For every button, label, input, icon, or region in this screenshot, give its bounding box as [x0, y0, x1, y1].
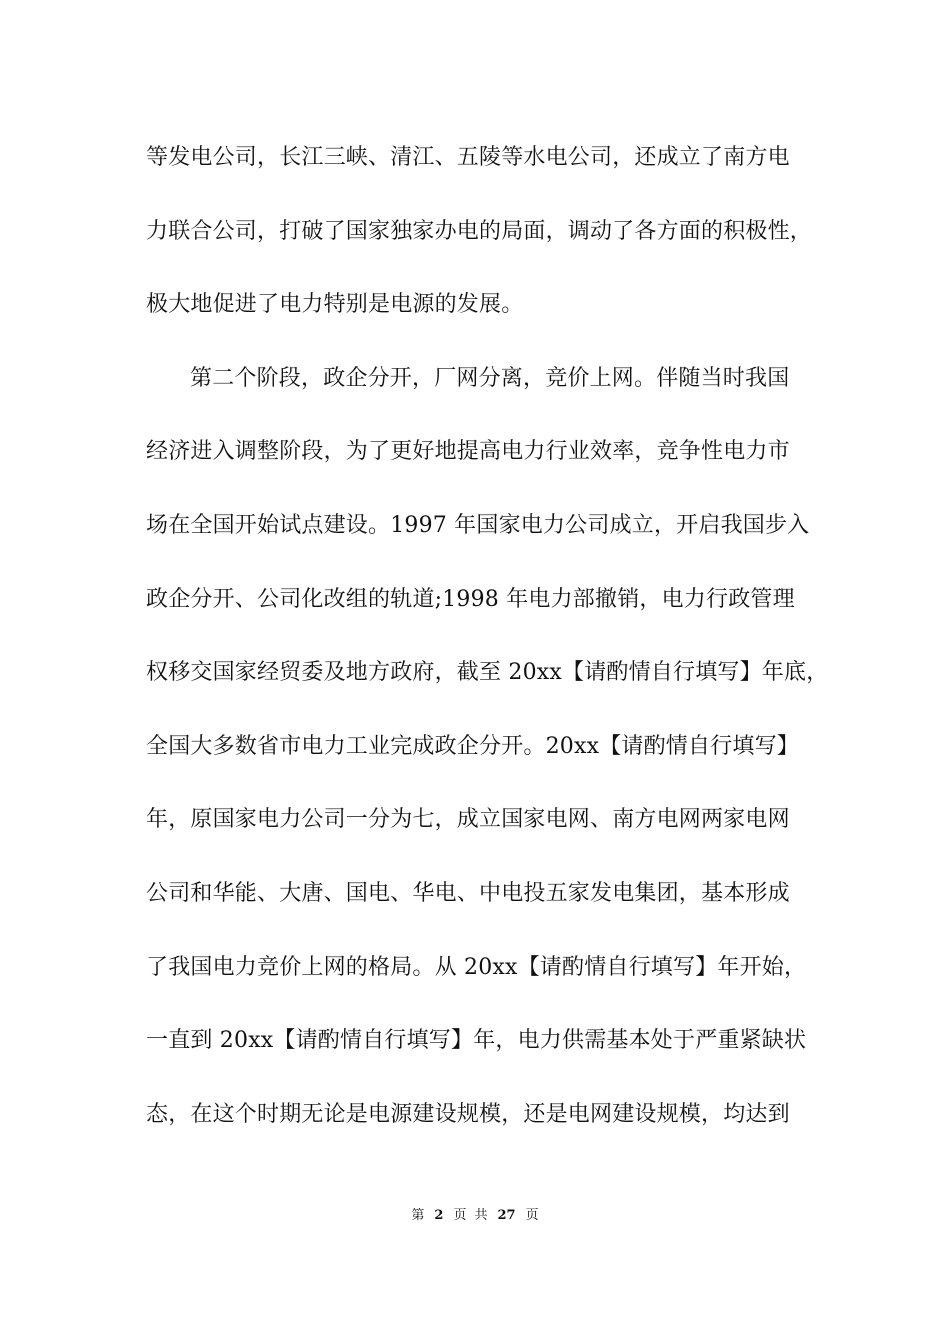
text-line: 全国大多数省市电力工业完成政企分开。20xx【请酌情自行填写】: [146, 733, 800, 759]
text-line: 力联合公司，打破了国家独家办电的局面，调动了各方面的积极性，: [146, 218, 813, 244]
footer-page-word: 页: [453, 1208, 467, 1223]
total-pages-number: 27: [497, 1208, 516, 1223]
footer-total-word: 共: [474, 1208, 488, 1223]
page-footer: [0, 1206, 950, 1226]
text-line: 权移交国家经贸委及地方政府，截至 20xx【请酌情自行填写】年底，: [146, 660, 829, 686]
footer-suffix: 页: [525, 1208, 539, 1223]
footer-prefix: 第: [411, 1208, 425, 1223]
text-line: 场在全国开始试点建设。1997 年国家电力公司成立，开启我国步入: [146, 512, 810, 538]
paragraph-first-line: 第二个阶段，政企分开，厂网分离，竞价上网。伴随当时我国: [190, 365, 790, 391]
text-line: 一直到 20xx【请酌情自行填写】年，电力供需基本处于严重紧缺状: [146, 1028, 807, 1054]
text-line: 年，原国家电力公司一分为七，成立国家电网、南方电网两家电网: [146, 807, 790, 833]
text-line: 态，在这个时期无论是电源建设规模，还是电网建设规模，均达到: [146, 1101, 790, 1127]
text-line: 了我国电力竞价上网的格局。从 20xx【请酌情自行填写】年开始，: [146, 954, 807, 980]
body-text: [146, 138, 829, 1168]
current-page-number: 2: [434, 1208, 444, 1223]
text-line: 等发电公司，长江三峡、清江、五陵等水电公司，还成立了南方电: [146, 145, 790, 170]
text-line: 政企分开、公司化改组的轨道;1998 年电力部撤销，电力行政管理: [146, 586, 795, 612]
text-line: 公司和华能、大唐、国电、华电、中电投五家发电集团，基本形成: [146, 880, 790, 906]
text-line: 极大地促进了电力特别是电源的发展。: [146, 292, 524, 318]
text-line: 经济进入调整阶段，为了更好地提高电力行业效率，竞争性电力市: [146, 439, 790, 465]
